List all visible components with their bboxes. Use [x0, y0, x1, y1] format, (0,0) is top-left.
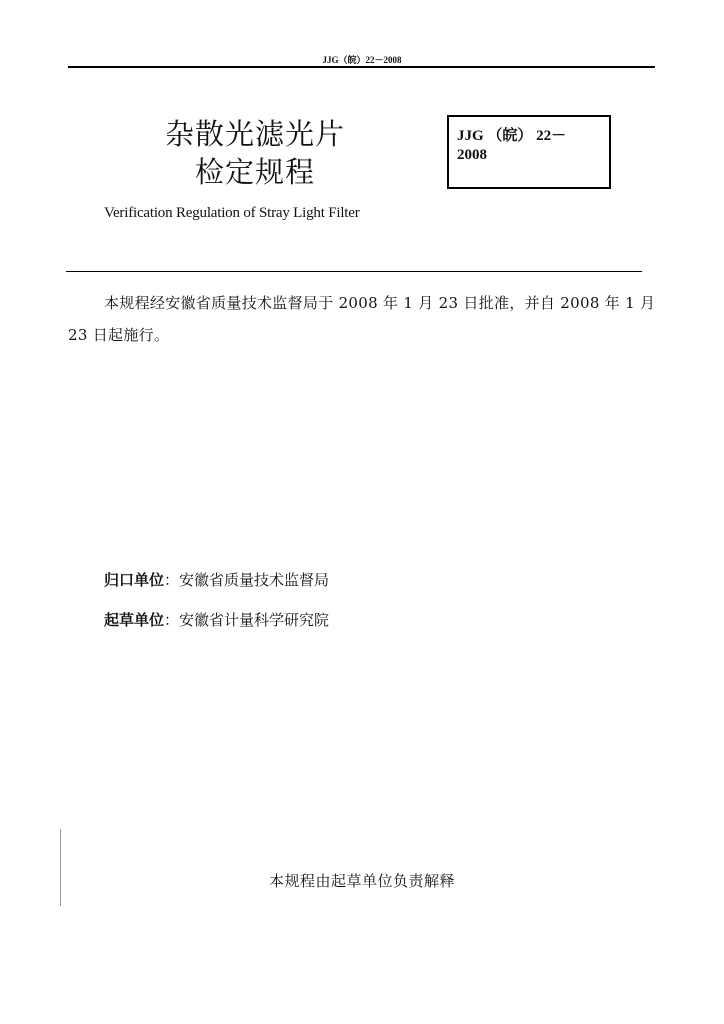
meta-label: 归口单位 [104, 571, 165, 589]
header-rule [68, 66, 655, 68]
interpretation-note: 本规程由起草单位负责解释 [268, 872, 455, 890]
standard-code-line2: 2008 [457, 147, 487, 163]
meta-drafting-unit [104, 609, 329, 630]
document-title-line2: 检定规程 [194, 155, 315, 189]
standard-code-box [447, 115, 611, 189]
title-separator-rule [66, 271, 642, 272]
margin-line [60, 829, 61, 906]
meta-separator: ： [164, 611, 180, 629]
english-title: Verification Regulation of Stray Light Filter [104, 205, 360, 221]
meta-label: 起草单位 [104, 611, 165, 629]
meta-value: 安徽省计量科学研究院 [179, 611, 330, 629]
meta-value: 安徽省质量技术监督局 [179, 571, 330, 589]
header-standard-code: JJG（皖）22－2008 [322, 55, 402, 65]
standard-code-line1: JJG （皖） 22－ [457, 128, 567, 144]
meta-centralized-unit [104, 569, 329, 590]
approval-statement: 本规程经安徽省质量技术监督局于 2008 年 1 月 23 日批准，并自 2008 年 1 月 23 日起施行。 [68, 294, 656, 344]
document-title-line1: 杂散光滤光片 [164, 117, 345, 151]
meta-separator: ： [164, 571, 180, 589]
